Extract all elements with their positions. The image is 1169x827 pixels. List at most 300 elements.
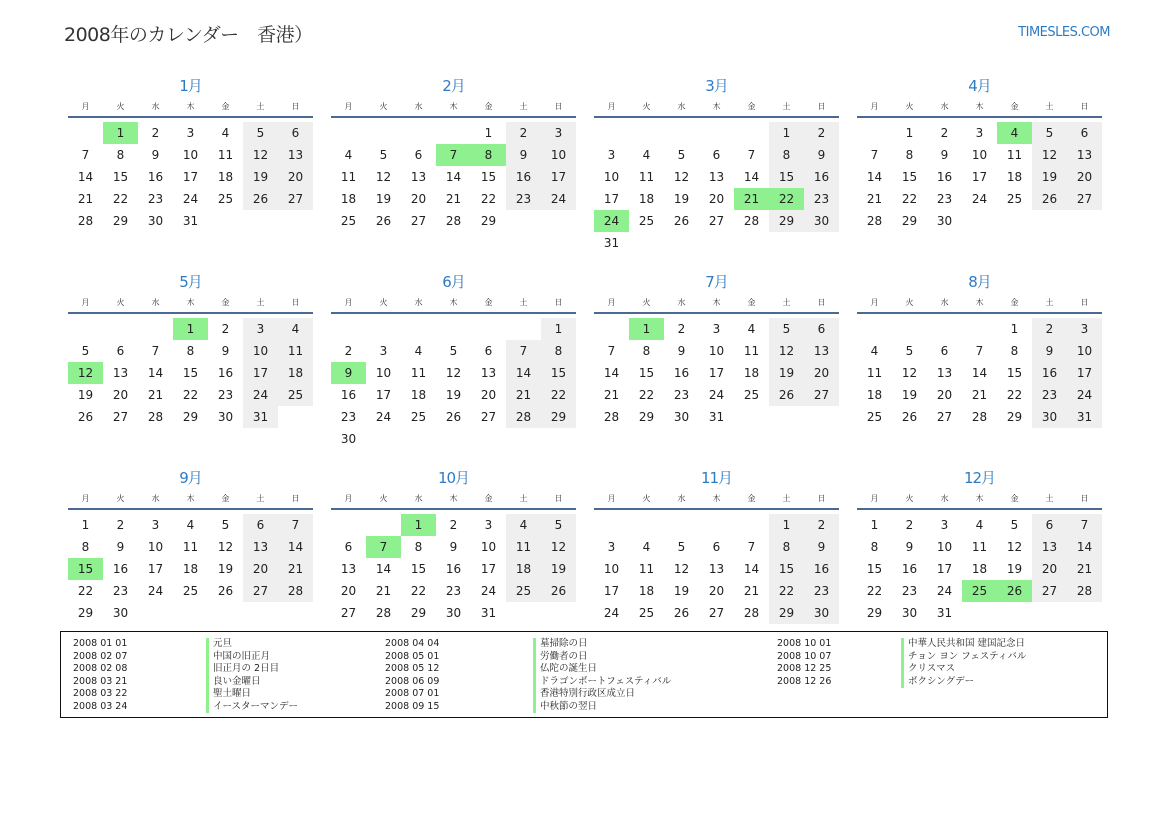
day-cell: 18 bbox=[217, 170, 234, 184]
day-cell: 28 bbox=[743, 606, 760, 620]
day-cell: 18 bbox=[743, 366, 760, 380]
day-cell: 13 bbox=[1067, 144, 1102, 166]
holiday-date: 2008 06 09 bbox=[385, 675, 440, 687]
day-cell: 11 bbox=[638, 170, 655, 184]
day-cell: 31 bbox=[182, 214, 199, 228]
day-cell: 30 bbox=[340, 432, 357, 446]
day-cell: 2 bbox=[151, 126, 160, 140]
day-cell: 27 bbox=[1067, 188, 1102, 210]
day-cell: 28 bbox=[147, 410, 164, 424]
day-cell: 19 bbox=[673, 584, 690, 598]
day-cell: 8 bbox=[642, 344, 651, 358]
day-cell: 6 bbox=[414, 148, 423, 162]
weekday-label: 金 bbox=[484, 494, 493, 503]
holiday-name: 墓掃除の日 bbox=[533, 638, 588, 651]
day-grid bbox=[594, 122, 839, 254]
month-calendar bbox=[68, 74, 313, 270]
day-cell: 23 bbox=[340, 410, 357, 424]
weekday-label: 金 bbox=[747, 102, 756, 111]
day-cell: 16 bbox=[445, 562, 462, 576]
day-cell: 9 bbox=[449, 540, 458, 554]
day-cell: 20 bbox=[112, 388, 129, 402]
weekday-label: 木 bbox=[449, 102, 458, 111]
day-cell: 1 bbox=[769, 514, 804, 536]
month-name: 10月 bbox=[437, 469, 470, 487]
day-grid bbox=[594, 318, 839, 428]
day-cell: 27 bbox=[243, 580, 278, 602]
holiday-date: 2008 03 22 bbox=[73, 688, 128, 699]
day-cell: 15 bbox=[541, 362, 576, 384]
day-cell: 1 bbox=[1010, 322, 1019, 336]
day-cell: 29 bbox=[182, 410, 199, 424]
weekday-label: 火 bbox=[116, 102, 125, 111]
day-cell: 16 bbox=[901, 562, 918, 576]
day-cell: 11 bbox=[340, 170, 357, 184]
day-cell: 11 bbox=[182, 540, 199, 554]
day-cell: 8 bbox=[414, 540, 423, 554]
day-cell: 12 bbox=[1006, 540, 1023, 554]
empty-cell bbox=[366, 122, 401, 144]
site-link[interactable]: TIMESLES.COM bbox=[1018, 25, 1110, 40]
weekday-label: 日 bbox=[817, 102, 826, 111]
empty-cell bbox=[857, 122, 892, 144]
month-calendar bbox=[68, 270, 313, 466]
calendar-grid bbox=[68, 74, 1102, 662]
day-cell: 7 bbox=[747, 148, 756, 162]
day-cell: 4 bbox=[642, 540, 651, 554]
day-cell: 16 bbox=[804, 166, 839, 188]
holiday-day: 7 bbox=[366, 536, 401, 558]
weekday-label: 木 bbox=[449, 494, 458, 503]
day-cell: 26 bbox=[901, 410, 918, 424]
day-cell: 25 bbox=[217, 192, 234, 206]
day-cell: 16 bbox=[506, 166, 541, 188]
page-title: 2008年のカレンダー 香港） bbox=[64, 24, 313, 46]
empty-cell bbox=[401, 122, 436, 144]
day-cell: 2 bbox=[905, 518, 914, 532]
weekday-label: 水 bbox=[151, 102, 160, 111]
day-cell: 23 bbox=[112, 584, 129, 598]
day-cell: 11 bbox=[506, 536, 541, 558]
day-cell: 8 bbox=[1010, 344, 1019, 358]
holiday-day: 21 bbox=[734, 188, 769, 210]
day-cell: 24 bbox=[603, 606, 620, 620]
day-cell: 29 bbox=[866, 606, 883, 620]
day-cell: 4 bbox=[278, 318, 313, 340]
day-cell: 1 bbox=[870, 518, 879, 532]
day-cell: 20 bbox=[340, 584, 357, 598]
day-cell: 6 bbox=[804, 318, 839, 340]
day-cell: 21 bbox=[603, 388, 620, 402]
day-cell: 15 bbox=[1006, 366, 1023, 380]
day-cell: 22 bbox=[480, 192, 497, 206]
day-cell: 9 bbox=[905, 540, 914, 554]
day-cell: 18 bbox=[340, 192, 357, 206]
day-cell: 24 bbox=[936, 584, 953, 598]
day-cell: 27 bbox=[804, 384, 839, 406]
weekday-label: 月 bbox=[607, 494, 616, 503]
weekday-header bbox=[857, 98, 1102, 118]
holiday-date: 2008 05 12 bbox=[385, 663, 440, 674]
weekday-label: 日 bbox=[554, 102, 563, 111]
weekday-label: 水 bbox=[414, 102, 423, 111]
day-cell: 27 bbox=[410, 214, 427, 228]
holiday-date: 2008 03 24 bbox=[73, 700, 128, 712]
weekday-header bbox=[857, 490, 1102, 510]
holiday-date: 2008 10 01 bbox=[777, 638, 832, 649]
holiday-date: 2008 12 25 bbox=[777, 663, 832, 674]
day-cell: 15 bbox=[480, 170, 497, 184]
weekday-label: 月 bbox=[870, 102, 879, 111]
day-cell: 17 bbox=[182, 170, 199, 184]
day-cell: 27 bbox=[936, 410, 953, 424]
day-grid bbox=[331, 318, 576, 450]
day-cell: 19 bbox=[445, 388, 462, 402]
day-cell: 4 bbox=[870, 344, 879, 358]
day-cell: 28 bbox=[1067, 580, 1102, 602]
day-cell: 8 bbox=[186, 344, 195, 358]
day-cell: 31 bbox=[243, 406, 278, 428]
holiday-date: 2008 10 07 bbox=[777, 650, 832, 662]
day-cell: 13 bbox=[936, 366, 953, 380]
day-cell: 9 bbox=[1032, 340, 1067, 362]
day-cell: 13 bbox=[804, 340, 839, 362]
day-cell: 19 bbox=[1006, 562, 1023, 576]
holiday-name: チョン ヨン フェスティバル bbox=[901, 651, 1026, 664]
day-cell: 22 bbox=[112, 192, 129, 206]
weekday-label: 金 bbox=[221, 494, 230, 503]
day-cell: 31 bbox=[1067, 406, 1102, 428]
day-cell: 14 bbox=[743, 562, 760, 576]
day-cell: 20 bbox=[936, 388, 953, 402]
day-cell: 24 bbox=[541, 188, 576, 210]
month-calendar bbox=[331, 74, 576, 270]
weekday-header bbox=[331, 98, 576, 118]
empty-cell bbox=[366, 318, 401, 340]
day-cell: 11 bbox=[638, 562, 655, 576]
day-cell: 7 bbox=[1067, 514, 1102, 536]
weekday-label: 金 bbox=[484, 102, 493, 111]
month-name: 11月 bbox=[700, 469, 733, 487]
weekday-label: 土 bbox=[1045, 102, 1054, 111]
day-cell: 5 bbox=[905, 344, 914, 358]
day-cell: 3 bbox=[712, 322, 721, 336]
holiday-name: 中国の旧正月 bbox=[206, 651, 270, 664]
day-cell: 23 bbox=[445, 584, 462, 598]
day-cell: 23 bbox=[804, 188, 839, 210]
empty-cell bbox=[664, 514, 699, 536]
day-cell: 3 bbox=[379, 344, 388, 358]
holiday-name: 元旦 bbox=[206, 638, 232, 651]
empty-cell bbox=[366, 514, 401, 536]
day-cell: 5 bbox=[1032, 122, 1067, 144]
weekday-label: 水 bbox=[414, 494, 423, 503]
day-cell: 15 bbox=[182, 366, 199, 380]
day-cell: 17 bbox=[936, 562, 953, 576]
day-cell: 13 bbox=[112, 366, 129, 380]
day-cell: 28 bbox=[278, 580, 313, 602]
day-cell: 19 bbox=[243, 166, 278, 188]
holiday-date: 2008 07 01 bbox=[385, 688, 440, 699]
day-cell: 23 bbox=[901, 584, 918, 598]
day-cell: 20 bbox=[708, 584, 725, 598]
weekday-label: 日 bbox=[554, 494, 563, 503]
day-cell: 2 bbox=[344, 344, 353, 358]
day-cell: 3 bbox=[607, 540, 616, 554]
weekday-label: 水 bbox=[677, 102, 686, 111]
day-cell: 28 bbox=[506, 406, 541, 428]
holiday-day: 26 bbox=[997, 580, 1032, 602]
day-cell: 27 bbox=[112, 410, 129, 424]
day-cell: 14 bbox=[445, 170, 462, 184]
day-cell: 11 bbox=[743, 344, 760, 358]
day-cell: 16 bbox=[936, 170, 953, 184]
day-cell: 29 bbox=[1006, 410, 1023, 424]
day-cell: 21 bbox=[77, 192, 94, 206]
day-cell: 31 bbox=[603, 236, 620, 250]
weekday-label: 水 bbox=[940, 102, 949, 111]
day-cell: 20 bbox=[1032, 558, 1067, 580]
day-cell: 18 bbox=[1006, 170, 1023, 184]
month-calendar bbox=[594, 270, 839, 466]
day-cell: 4 bbox=[344, 148, 353, 162]
day-cell: 21 bbox=[971, 388, 988, 402]
day-cell: 27 bbox=[1032, 580, 1067, 602]
day-cell: 27 bbox=[708, 214, 725, 228]
day-cell: 2 bbox=[1032, 318, 1067, 340]
day-cell: 4 bbox=[506, 514, 541, 536]
holiday-name: 良い金曜日 bbox=[206, 676, 261, 689]
holiday-date: 2008 09 15 bbox=[385, 700, 440, 712]
day-cell: 19 bbox=[77, 388, 94, 402]
day-cell: 19 bbox=[217, 562, 234, 576]
weekday-label: 火 bbox=[642, 298, 651, 307]
day-cell: 27 bbox=[340, 606, 357, 620]
day-cell: 12 bbox=[673, 170, 690, 184]
weekday-label: 水 bbox=[677, 494, 686, 503]
holiday-day: 1 bbox=[401, 514, 436, 536]
day-cell: 15 bbox=[112, 170, 129, 184]
day-cell: 30 bbox=[445, 606, 462, 620]
day-cell: 26 bbox=[217, 584, 234, 598]
day-cell: 23 bbox=[217, 388, 234, 402]
day-cell: 11 bbox=[410, 366, 427, 380]
weekday-label: 木 bbox=[186, 298, 195, 307]
day-cell: 23 bbox=[673, 388, 690, 402]
empty-cell bbox=[664, 122, 699, 144]
holiday-legend bbox=[60, 631, 1108, 718]
holiday-name: ボクシングデー bbox=[901, 676, 974, 689]
day-cell: 5 bbox=[677, 148, 686, 162]
day-cell: 12 bbox=[217, 540, 234, 554]
empty-cell bbox=[331, 514, 366, 536]
empty-cell bbox=[962, 318, 997, 340]
day-cell: 6 bbox=[344, 540, 353, 554]
weekday-label: 火 bbox=[116, 298, 125, 307]
weekday-label: 火 bbox=[905, 102, 914, 111]
empty-cell bbox=[331, 122, 366, 144]
day-cell: 22 bbox=[77, 584, 94, 598]
weekday-label: 火 bbox=[379, 298, 388, 307]
weekday-label: 火 bbox=[642, 102, 651, 111]
day-cell: 29 bbox=[901, 214, 918, 228]
weekday-label: 金 bbox=[1010, 102, 1019, 111]
weekday-label: 土 bbox=[519, 494, 528, 503]
day-cell: 7 bbox=[607, 344, 616, 358]
day-cell: 14 bbox=[278, 536, 313, 558]
day-cell: 18 bbox=[866, 388, 883, 402]
day-cell: 6 bbox=[1032, 514, 1067, 536]
weekday-header bbox=[857, 294, 1102, 314]
day-cell: 10 bbox=[971, 148, 988, 162]
day-cell: 23 bbox=[506, 188, 541, 210]
day-cell: 3 bbox=[243, 318, 278, 340]
day-cell: 5 bbox=[677, 540, 686, 554]
day-cell: 16 bbox=[804, 558, 839, 580]
day-cell: 7 bbox=[506, 340, 541, 362]
day-cell: 7 bbox=[975, 344, 984, 358]
day-cell: 19 bbox=[1032, 166, 1067, 188]
day-cell: 14 bbox=[375, 562, 392, 576]
day-cell: 31 bbox=[936, 606, 953, 620]
day-cell: 25 bbox=[506, 580, 541, 602]
day-cell: 5 bbox=[769, 318, 804, 340]
weekday-label: 火 bbox=[116, 494, 125, 503]
empty-cell bbox=[103, 318, 138, 340]
day-cell: 23 bbox=[1032, 384, 1067, 406]
weekday-label: 月 bbox=[344, 102, 353, 111]
day-cell: 10 bbox=[603, 562, 620, 576]
day-cell: 9 bbox=[506, 144, 541, 166]
day-cell: 23 bbox=[804, 580, 839, 602]
day-cell: 14 bbox=[743, 170, 760, 184]
day-cell: 2 bbox=[677, 322, 686, 336]
day-cell: 9 bbox=[940, 148, 949, 162]
weekday-label: 木 bbox=[975, 494, 984, 503]
empty-cell bbox=[436, 318, 471, 340]
empty-cell bbox=[734, 514, 769, 536]
day-grid bbox=[68, 318, 313, 428]
weekday-label: 日 bbox=[817, 298, 826, 307]
day-cell: 1 bbox=[81, 518, 90, 532]
day-cell: 13 bbox=[708, 562, 725, 576]
empty-cell bbox=[331, 318, 366, 340]
day-cell: 11 bbox=[217, 148, 234, 162]
empty-cell bbox=[594, 122, 629, 144]
holiday-date: 2008 02 07 bbox=[73, 650, 128, 662]
day-cell: 27 bbox=[480, 410, 497, 424]
empty-cell bbox=[857, 318, 892, 340]
weekday-label: 土 bbox=[519, 298, 528, 307]
day-cell: 8 bbox=[870, 540, 879, 554]
day-cell: 13 bbox=[278, 144, 313, 166]
holiday-date: 2008 05 01 bbox=[385, 650, 440, 662]
weekday-label: 土 bbox=[1045, 494, 1054, 503]
weekday-label: 日 bbox=[1080, 102, 1089, 111]
day-cell: 17 bbox=[603, 192, 620, 206]
weekday-label: 木 bbox=[712, 494, 721, 503]
day-cell: 5 bbox=[243, 122, 278, 144]
day-cell: 8 bbox=[905, 148, 914, 162]
day-cell: 10 bbox=[603, 170, 620, 184]
day-cell: 30 bbox=[1032, 406, 1067, 428]
day-grid bbox=[857, 514, 1102, 624]
day-grid bbox=[331, 514, 576, 624]
day-cell: 3 bbox=[607, 148, 616, 162]
empty-cell bbox=[892, 318, 927, 340]
day-cell: 19 bbox=[673, 192, 690, 206]
day-cell: 29 bbox=[480, 214, 497, 228]
day-cell: 15 bbox=[410, 562, 427, 576]
weekday-label: 水 bbox=[151, 494, 160, 503]
weekday-label: 土 bbox=[782, 494, 791, 503]
day-cell: 1 bbox=[541, 318, 576, 340]
day-cell: 25 bbox=[182, 584, 199, 598]
day-cell: 3 bbox=[484, 518, 493, 532]
day-cell: 12 bbox=[375, 170, 392, 184]
weekday-label: 月 bbox=[607, 102, 616, 111]
day-cell: 21 bbox=[1067, 558, 1102, 580]
day-cell: 12 bbox=[673, 562, 690, 576]
weekday-label: 金 bbox=[1010, 298, 1019, 307]
month-name: 3月 bbox=[705, 77, 728, 95]
day-cell: 27 bbox=[708, 606, 725, 620]
weekday-header bbox=[594, 294, 839, 314]
weekday-label: 月 bbox=[344, 298, 353, 307]
day-cell: 16 bbox=[1032, 362, 1067, 384]
holiday-day: 9 bbox=[331, 362, 366, 384]
day-cell: 15 bbox=[769, 558, 804, 580]
day-cell: 11 bbox=[1006, 148, 1023, 162]
day-cell: 21 bbox=[375, 584, 392, 598]
day-cell: 26 bbox=[243, 188, 278, 210]
day-cell: 14 bbox=[506, 362, 541, 384]
empty-cell bbox=[68, 122, 103, 144]
weekday-label: 土 bbox=[519, 102, 528, 111]
weekday-header bbox=[331, 490, 576, 510]
day-cell: 9 bbox=[677, 344, 686, 358]
day-cell: 6 bbox=[712, 540, 721, 554]
empty-cell bbox=[699, 122, 734, 144]
day-cell: 31 bbox=[480, 606, 497, 620]
day-cell: 12 bbox=[541, 536, 576, 558]
day-cell: 28 bbox=[743, 214, 760, 228]
day-cell: 18 bbox=[506, 558, 541, 580]
holiday-date: 2008 12 26 bbox=[777, 675, 832, 687]
weekday-label: 金 bbox=[1010, 494, 1019, 503]
day-cell: 10 bbox=[480, 540, 497, 554]
weekday-label: 土 bbox=[256, 494, 265, 503]
day-cell: 26 bbox=[445, 410, 462, 424]
day-cell: 11 bbox=[971, 540, 988, 554]
day-cell: 7 bbox=[151, 344, 160, 358]
day-cell: 29 bbox=[541, 406, 576, 428]
day-cell: 24 bbox=[480, 584, 497, 598]
day-cell: 10 bbox=[147, 540, 164, 554]
day-cell: 25 bbox=[638, 214, 655, 228]
day-cell: 22 bbox=[541, 384, 576, 406]
holiday-day: 24 bbox=[594, 210, 629, 232]
weekday-label: 土 bbox=[256, 102, 265, 111]
day-cell: 2 bbox=[940, 126, 949, 140]
day-cell: 25 bbox=[743, 388, 760, 402]
day-cell: 10 bbox=[936, 540, 953, 554]
holiday-day: 15 bbox=[68, 558, 103, 580]
day-cell: 8 bbox=[116, 148, 125, 162]
day-cell: 15 bbox=[901, 170, 918, 184]
day-cell: 4 bbox=[221, 126, 230, 140]
day-cell: 3 bbox=[975, 126, 984, 140]
